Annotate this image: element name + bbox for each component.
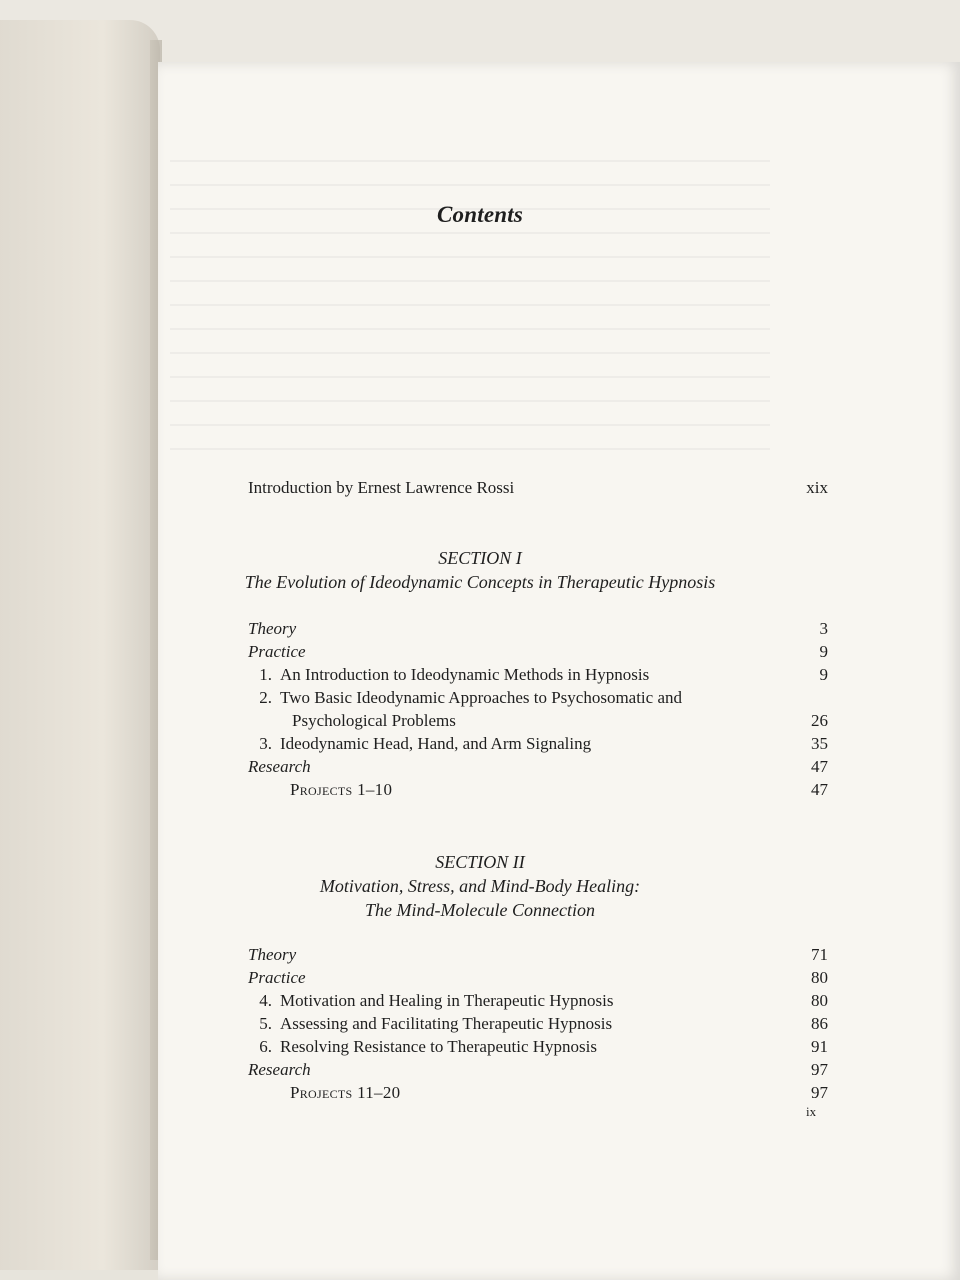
toc-label: An Introduction to Ideodynamic Methods in Hypnosis bbox=[280, 665, 650, 684]
toc-row bbox=[248, 966, 828, 989]
toc-page: 91 bbox=[811, 1037, 828, 1056]
toc-label: Projects 1–10 bbox=[290, 780, 393, 799]
toc-row bbox=[248, 1035, 828, 1058]
toc-row bbox=[248, 640, 828, 663]
toc-number: 5. bbox=[259, 1014, 272, 1033]
toc-intro-row bbox=[248, 478, 828, 498]
toc-row bbox=[248, 663, 828, 686]
toc-number: 2. bbox=[259, 688, 272, 707]
toc-row bbox=[248, 755, 828, 778]
section1-title: SECTION I bbox=[438, 548, 522, 568]
section2-subtitle: The Mind-Molecule Connection bbox=[365, 900, 595, 920]
section1-subtitle: The Evolution of Ideodynamic Concepts in Therapeutic Hypnosis bbox=[244, 572, 716, 592]
toc-label: Theory bbox=[248, 619, 297, 638]
toc-number: 6. bbox=[259, 1037, 272, 1056]
toc-row bbox=[248, 709, 828, 732]
toc-page: 47 bbox=[811, 780, 828, 799]
toc-label: Projects 11–20 bbox=[290, 1083, 401, 1102]
toc-row bbox=[248, 686, 828, 709]
toc-label: Two Basic Ideodynamic Approaches to Psychosomatic and bbox=[280, 688, 682, 707]
toc-page: 26 bbox=[811, 711, 828, 730]
toc-label: Assessing and Facilitating Therapeutic Hypnosis bbox=[280, 1014, 613, 1033]
toc-label: Practice bbox=[248, 642, 306, 661]
toc-page: 86 bbox=[811, 1014, 828, 1033]
toc-label: Ideodynamic Head, Hand, and Arm Signaling bbox=[280, 734, 592, 753]
toc-label: Resolving Resistance to Therapeutic Hypnosis bbox=[280, 1037, 597, 1056]
page-number: ix bbox=[806, 1104, 817, 1119]
section2-heading bbox=[180, 850, 780, 922]
toc-number: 4. bbox=[259, 991, 272, 1010]
toc-label: Theory bbox=[248, 945, 297, 964]
toc-row bbox=[248, 1058, 828, 1081]
section2-title: SECTION II bbox=[435, 852, 525, 872]
toc-page: 97 bbox=[811, 1083, 828, 1102]
toc-page: 97 bbox=[811, 1060, 828, 1079]
toc-row bbox=[248, 1012, 828, 1035]
toc-page: 80 bbox=[811, 991, 828, 1010]
toc-page: 9 bbox=[819, 665, 828, 684]
toc-label: Research bbox=[248, 757, 311, 776]
toc-page: 71 bbox=[811, 945, 828, 964]
section1-heading bbox=[180, 546, 780, 594]
toc-row bbox=[248, 617, 828, 640]
toc-row bbox=[248, 732, 828, 755]
toc-page: 3 bbox=[819, 619, 828, 638]
section2-toc bbox=[248, 943, 828, 1104]
toc-number: 3. bbox=[259, 734, 272, 753]
toc-row bbox=[248, 989, 828, 1012]
page-title: Contents bbox=[437, 202, 523, 227]
toc-label: Practice bbox=[248, 968, 306, 987]
toc-row bbox=[248, 1081, 828, 1104]
toc-row bbox=[248, 943, 828, 966]
toc-page: 80 bbox=[811, 968, 828, 987]
toc-number: 1. bbox=[259, 665, 272, 684]
toc-intro-page: xix bbox=[806, 478, 828, 497]
toc-label-continued: Psychological Problems bbox=[292, 711, 456, 730]
toc-page: 47 bbox=[811, 757, 828, 776]
toc-label: Research bbox=[248, 1060, 311, 1079]
section1-toc bbox=[248, 617, 828, 801]
toc-row bbox=[248, 778, 828, 801]
section2-subtitle: Motivation, Stress, and Mind-Body Healing: bbox=[319, 876, 641, 896]
toc-intro-label: Introduction by Ernest Lawrence Rossi bbox=[248, 478, 515, 497]
toc-label: Motivation and Healing in Therapeutic Hypnosis bbox=[280, 991, 614, 1010]
toc-page: 9 bbox=[819, 642, 828, 661]
toc-page: 35 bbox=[811, 734, 828, 753]
